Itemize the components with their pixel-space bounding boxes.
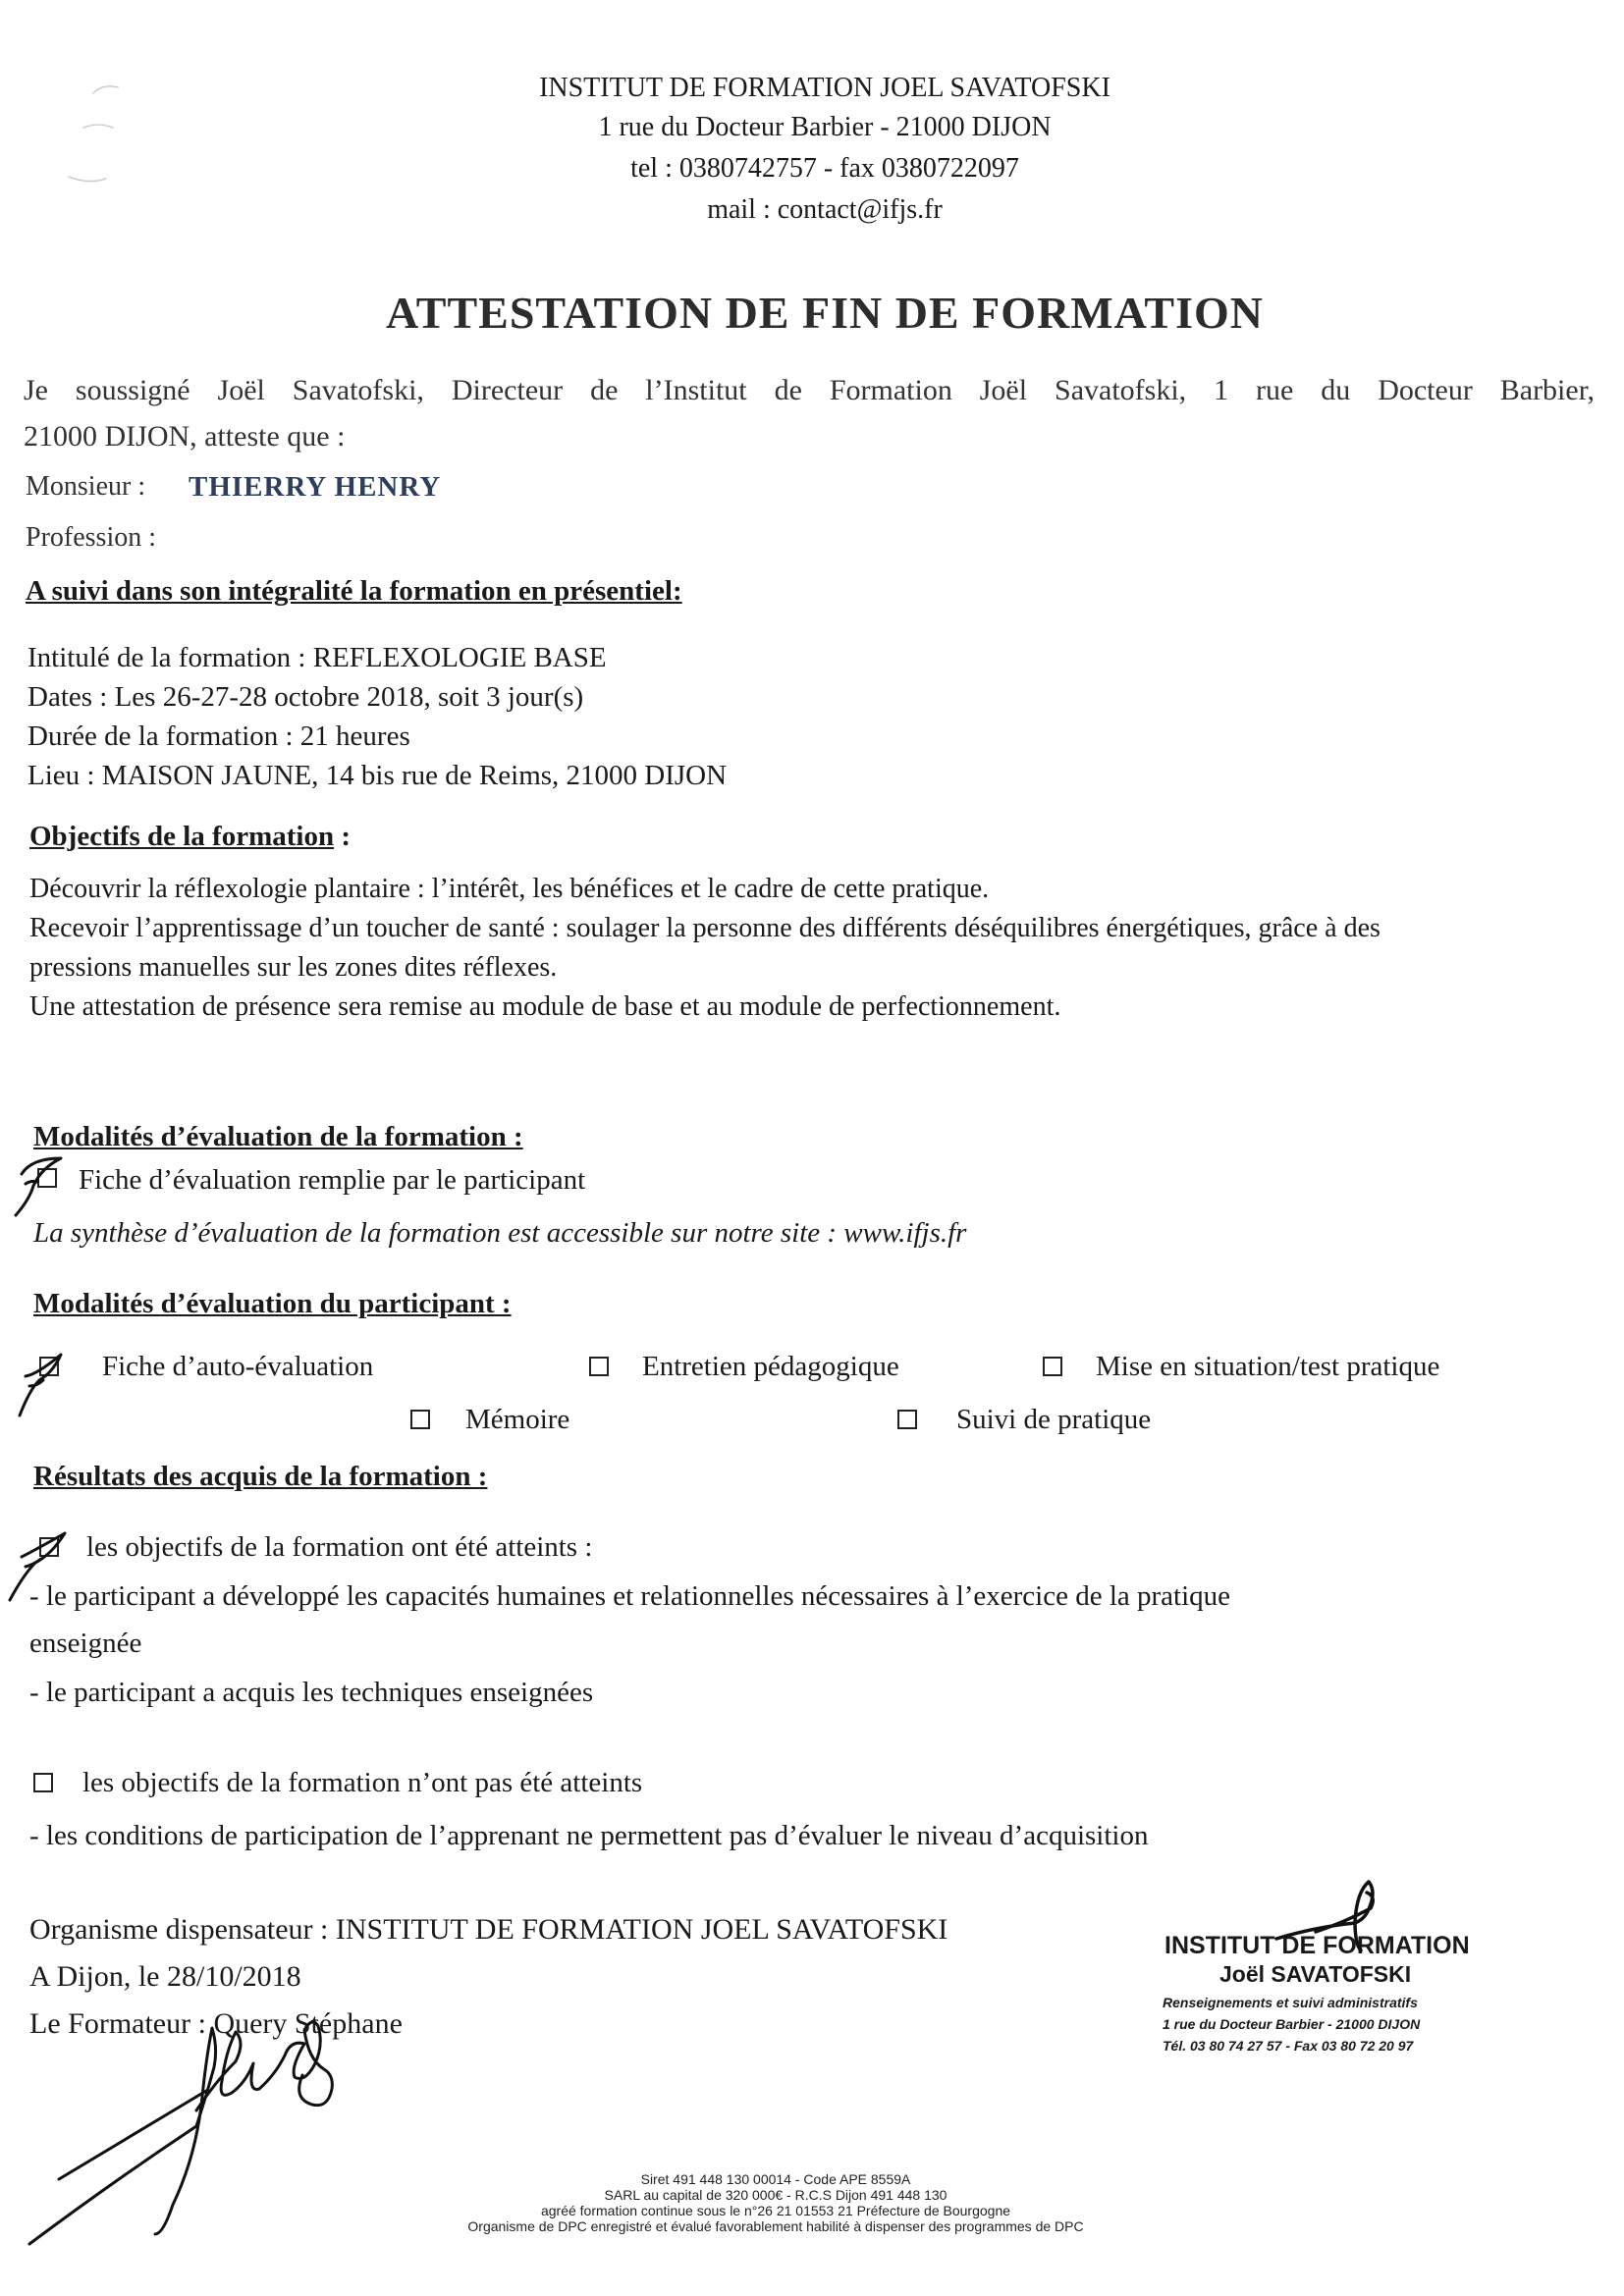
objectif-line-2: Recevoir l’apprentissage d’un toucher de santé : soulager la personne des différents déséquilibres énergétiques, grâce à des — [29, 913, 1380, 943]
synthese-text: La synthèse d’évaluation de la formation est accessible sur notre site : www.ifjs.fr — [33, 1217, 967, 1249]
objectif-line-1: Découvrir la réflexologie plantaire : l’intérêt, les bénéfices et le cadre de cette pratique. — [29, 874, 990, 904]
objectif-line-4: Une attestation de présence sera remise au module de base et au module de perfectionnement. — [29, 991, 1061, 1022]
formateur-line: Le Formateur : Query Stéphane — [29, 2007, 403, 2040]
result-bullet-2: - le participant a acquis les techniques enseignées — [29, 1677, 594, 1708]
formation-duration: Durée de la formation : 21 heures — [27, 721, 410, 752]
objectifs-atteints-label: les objectifs de la formation ont été atteints : — [86, 1531, 593, 1563]
checkbox-suivi-pratique[interactable] — [897, 1410, 917, 1429]
objectifs-heading-suffix: : — [334, 821, 352, 852]
stamp-line-2: Joël SAVATOFSKI — [1219, 1961, 1412, 1987]
result-bullet-1: - le participant a développé les capacités humaines et relationnelles nécessaires à l’exercice de la pratique — [29, 1580, 1231, 1612]
fiche-evaluation-label: Fiche d’évaluation remplie par le participant — [79, 1164, 586, 1196]
institute-email: mail : contact@ifjs.fr — [707, 194, 943, 225]
formation-heading: A suivi dans son intégralité la formation en présentiel: — [26, 575, 682, 607]
intro-line-2: 21000 DIJON, atteste que : — [24, 420, 346, 453]
auto-evaluation-label: Fiche d’auto-évaluation — [102, 1351, 374, 1382]
resultats-heading: Résultats des acquis de la formation : — [33, 1461, 488, 1492]
stamp-line-3: Renseignements et suivi administratifs — [1163, 1995, 1418, 2010]
intro-line-1: Je soussigné Joël Savatofski, Directeur de l’Institut de Formation Joël Savatofski, 1 rue du Docteur Barbier, — [24, 374, 1595, 406]
organisme-line: Organisme dispensateur : INSTITUT DE FORMATION JOEL SAVATOFSKI — [29, 1913, 948, 1946]
modalites-formation-heading: Modalités d’évaluation de la formation : — [33, 1121, 523, 1152]
stamp-line-1: INSTITUT DE FORMATION — [1164, 1932, 1470, 1959]
checkbox-objectifs-atteints[interactable] — [39, 1537, 59, 1557]
mise-en-situation-label: Mise en situation/test pratique — [1096, 1351, 1440, 1382]
footer-dpc: Organisme de DPC enregistré et évalué favorablement habilité à dispenser des programmes de DPC — [467, 2218, 1084, 2234]
memoire-label: Mémoire — [465, 1404, 570, 1435]
result-bullet-1-cont: enseignée — [29, 1628, 142, 1659]
checkbox-auto-evaluation[interactable] — [39, 1357, 59, 1376]
formation-location: Lieu : MAISON JAUNE, 14 bis rue de Reims, 21000 DIJON — [27, 760, 728, 791]
result-bullet-3: - les conditions de participation de l’apprenant ne permettent pas d’évaluer le niveau d’acquisition — [29, 1820, 1149, 1851]
footer-agrement: agréé formation continue sous le n°26 21 01553 21 Préfecture de Bourgogne — [540, 2203, 1011, 2218]
objectifs-heading: Objectifs de la formation — [29, 821, 335, 852]
institute-name: INSTITUT DE FORMATION JOEL SAVATOFSKI — [539, 73, 1110, 103]
stamp-line-4: 1 rue du Docteur Barbier - 21000 DIJON — [1163, 2016, 1421, 2032]
stamp-line-5: Tél. 03 80 74 27 57 - Fax 03 80 72 20 97 — [1163, 2038, 1414, 2054]
entretien-label: Entretien pédagogique — [642, 1351, 899, 1382]
place-date: A Dijon, le 28/10/2018 — [29, 1960, 301, 1993]
objectifs-heading-wrap — [29, 821, 351, 853]
profession-label: Profession : — [26, 522, 156, 553]
footer-siret: Siret 491 448 130 00014 - Code APE 8559A — [640, 2171, 911, 2187]
footer-sarl: SARL au capital de 320 000€ - R.C.S Dijon 491 448 130 — [604, 2187, 947, 2203]
checkbox-mise-en-situation[interactable] — [1043, 1357, 1062, 1376]
formation-title: Intitulé de la formation : REFLEXOLOGIE BASE — [27, 642, 607, 673]
checkbox-fiche-evaluation[interactable] — [37, 1168, 57, 1188]
checkbox-objectifs-non-atteints[interactable] — [33, 1773, 53, 1792]
monsieur-label: Monsieur : — [26, 471, 146, 502]
checkbox-entretien[interactable] — [589, 1357, 609, 1376]
checkbox-memoire[interactable] — [410, 1410, 430, 1429]
institute-phone: tel : 0380742757 - fax 0380722097 — [630, 153, 1019, 184]
institute-address: 1 rue du Docteur Barbier - 21000 DIJON — [598, 112, 1052, 142]
participant-name: THIERRY HENRY — [189, 471, 442, 503]
suivi-pratique-label: Suivi de pratique — [956, 1404, 1152, 1435]
formation-dates: Dates : Les 26-27-28 octobre 2018, soit 3 jour(s) — [27, 681, 584, 713]
modalites-participant-heading: Modalités d’évaluation du participant : — [33, 1288, 512, 1319]
page-title: ATTESTATION DE FIN DE FORMATION — [385, 288, 1265, 338]
objectifs-non-atteints-label: les objectifs de la formation n’ont pas été atteints — [82, 1767, 643, 1798]
objectif-line-3: pressions manuelles sur les zones dites réflexes. — [29, 952, 558, 983]
